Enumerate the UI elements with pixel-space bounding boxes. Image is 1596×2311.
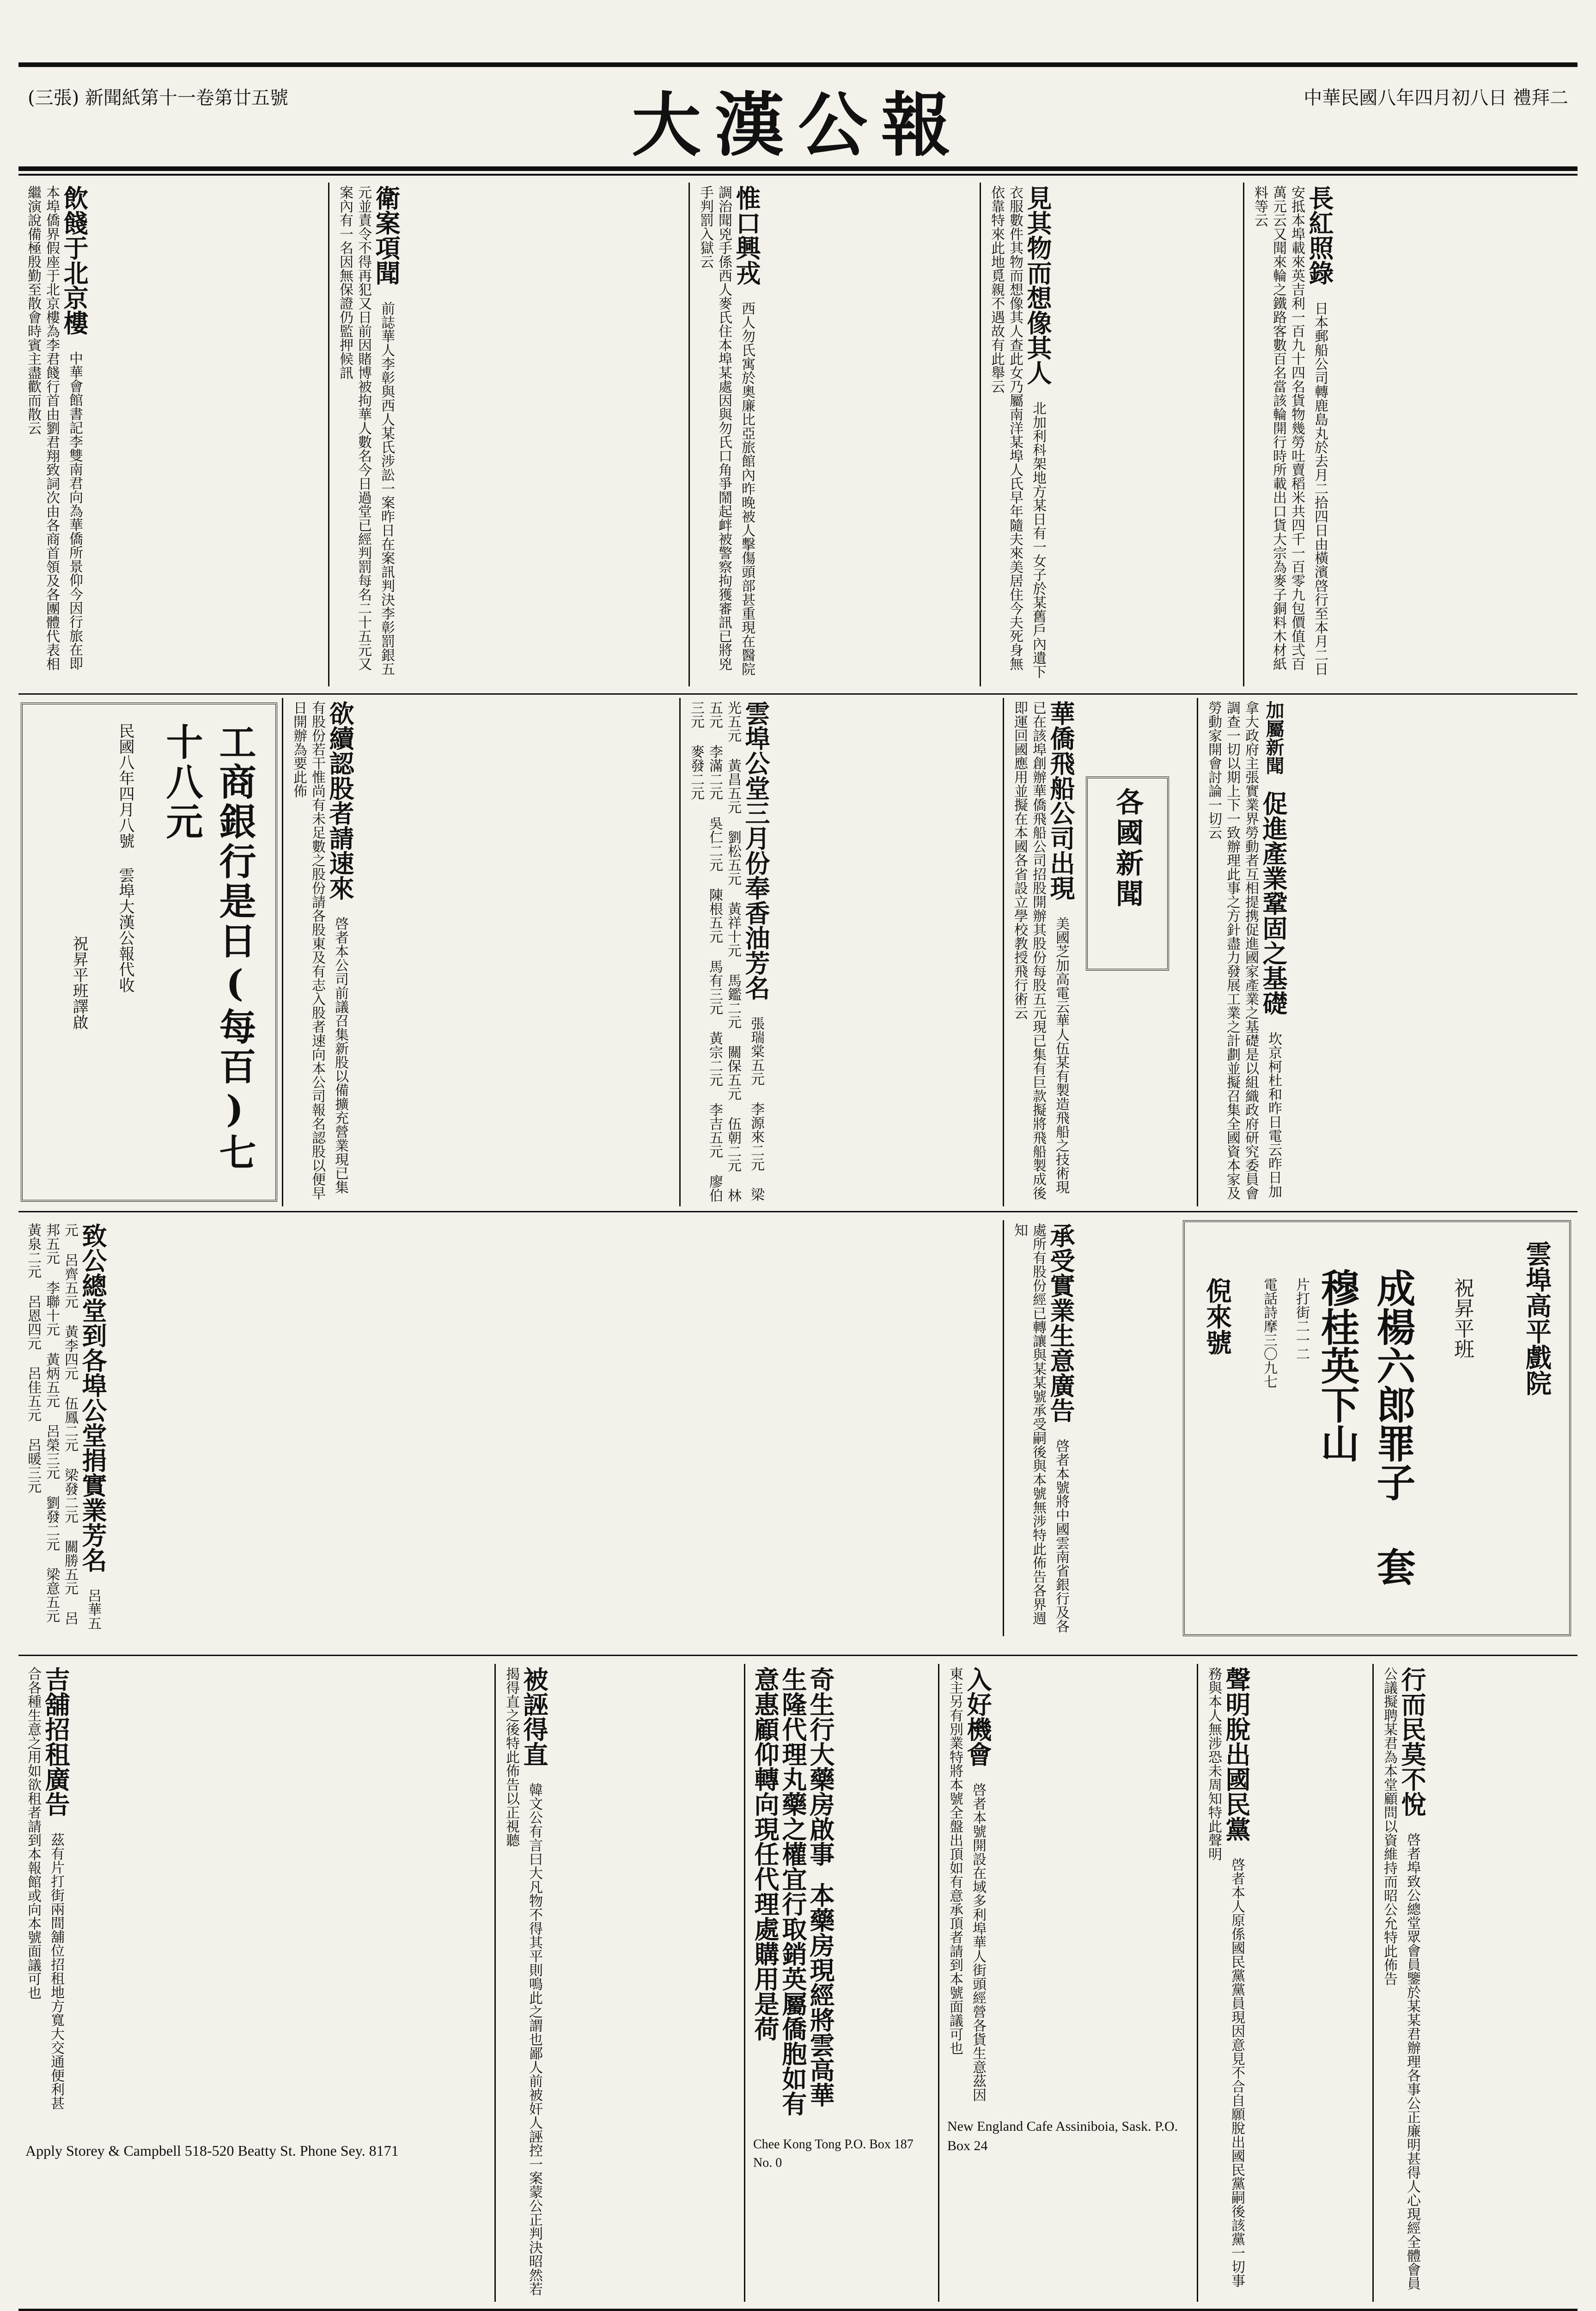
foreign-news-box [1086, 776, 1169, 971]
body-to-correct: 韓文公有言曰大凡物不得其平則鳴此之謂也鄙人前被奸人誣控一案蒙公正判決昭然若揭得直之後特此佈告以正視聽 [503, 1667, 542, 2296]
headline-no-joy: 行而民莫不悅 [1397, 1667, 1427, 1816]
po-box: Chee Kong Tong P.O. Box 187 No. 0 [753, 2137, 914, 2170]
body-oil-tribute: 張瑞棠五元 李源來二元 梁光五元 黃昌五元 劉松五元 黃祥十元 馬鑑二元 關保五元 伍朝二元 林五元 李滿二元 吳仁二元 陳根五元 馬有三元 黃宗二元 李吉五元 廖伯三元 麥發二元 [688, 701, 764, 1202]
story-long-red [1248, 183, 1571, 686]
body-like-man: 北加利科架地方某日有一女子於某舊戶內遺下衣服數件其物而想像其人查此女乃屬南洋某埠人氏早年隨夫來美居住今夫死身無依靠特來此地覓親不遇故有此舉云 [988, 185, 1046, 679]
cafe-address: New England Cafe Assiniboia, Sask. P.O. Box 24 [947, 2119, 1178, 2153]
headline-total-hall: 致公總堂到各埠公堂捐實業芳名 [78, 1223, 108, 1572]
body-rent: 茲有片打街兩間舖位招租地方寬大交通便利甚合各種生意之用如欲租者請到本報館或向本號面議可也 [25, 1667, 64, 2110]
col-divider [980, 183, 981, 686]
headline-new-pharmacy: 奇生行大藥房啟事 [806, 1667, 835, 1866]
headline-like-man: 見其物而想像其人 [1023, 185, 1053, 385]
bottom-rule [18, 2309, 1578, 2311]
headline-industry: 促進產業鞏固之基礎 [1259, 791, 1288, 1015]
col-divider [1197, 1664, 1198, 2302]
story-rent [21, 1664, 487, 2302]
story-oil-tribute [684, 698, 998, 1206]
story-industry [1201, 698, 1571, 1206]
col-divider [744, 1664, 745, 2302]
theatre-title: 雲埠高平戲院 [1522, 1241, 1552, 1396]
theatre-play: 成楊六郎罪子 套穆桂英下山 [1315, 1268, 1416, 1586]
body-commerce: 啓者本號將中國雲南省銀行及各處所有股份經已轉讓與某某號承受嗣後與本號無涉特此佈告各界週知 [1011, 1223, 1069, 1633]
theatre-box [1183, 1220, 1571, 1636]
rent-contact: Apply Storey & Campbell 518-520 Beatty St. Phone Sey. 8171 [25, 2142, 399, 2159]
theatre-troupe: 祝昇平班 [1450, 1278, 1474, 1359]
body-flying: 美國芝加高電云華人伍某有製造飛船之技術現已在該埠創辦華僑飛船公司招股開辦其股份每股五元現已集有巨款擬將飛船製成後即運回國應用並擬在本國各省設立學校教授飛行術云 [1011, 701, 1069, 1200]
story-beijing [21, 183, 323, 686]
theatre-phone: 電話詩摩三〇九七 [1261, 1278, 1277, 1388]
headline-oil-tribute: 雲埠公堂三月份奉香油芳名 [741, 701, 771, 1000]
section-rule [18, 693, 1578, 695]
col-divider [1372, 1664, 1374, 2302]
headline-to-correct: 被誣得直 [519, 1667, 549, 1767]
col-divider [1003, 698, 1004, 1206]
bank-note: 祝昇平班譯啟 [70, 935, 88, 1030]
col-divider [1197, 698, 1198, 1206]
headline-commerce: 承受實業生意廣告 [1046, 1223, 1076, 1423]
body-industry: 坎京柯杜和昨日電云昨日加拿大政府主張實業界勞動者互相提携促進國家產業之基礎是以組織政府研究委員會調查一切以期上下一致辦理此事之方針盡力發展工業之計劃並擬召集全國資本家及勞動家開會討論一切云 [1206, 701, 1282, 1200]
story-commerce [1007, 1220, 1174, 1636]
body-long-red: 日本郵船公司轉鹿島丸於去月二拾四日由橫濱啓行至本月二日安抵本埠載來英吉利一百九十四名貨物幾勞吐賣稻米共四千一百零九包價值弍百萬元云又聞來輪之鐵路客數百名當該輪開行時所載出口貨大宗為麥子銅料木材紙料等云 [1252, 185, 1328, 676]
headline-long-red: 長紅照錄 [1305, 185, 1334, 285]
bank-date: 民國八年四月八號 雲埠大漢公報代收 [116, 723, 134, 993]
col-divider [1003, 1220, 1004, 1636]
headline-beijing: 飲餞于北京樓 [60, 185, 89, 335]
headline-declare: 聲明脫出國民黨 [1222, 1667, 1251, 1841]
body-beijing: 中華會館書記李雙南君向為華僑所景仰今因行旅在即本埠僑界假座于北京樓為李君餞行首由劉君翔致詞次由各商首領及各團體代表相繼演說備極殷勤至散會時賓主盡歡而散云 [25, 185, 83, 671]
story-declare [1201, 1664, 1368, 2302]
story-share-call [286, 698, 675, 1206]
col-divider [688, 183, 690, 686]
body-no-joy: 啓者埠致公總堂眾會員鑒於某某君辦理各事公正廉明甚得人心現經全體會員公議擬聘某君為本堂顧問以資維持而昭公允特此佈告 [1381, 1667, 1420, 2290]
newspaper-title: 大漢公報 [631, 85, 965, 166]
top-rule [18, 62, 1578, 67]
headline-rent: 吉舖招租廣告 [41, 1667, 71, 1816]
body-total-hall: 呂華五元 呂齊五元 黃李四元 伍鳳二元 梁發二元 關勝五元 呂邦五元 李聯十元 黃炳五元 呂榮三元 劉發二元 梁意五元 黃泉二元 呂恩四元 呂佳五元 呂暖三元 [25, 1223, 101, 1630]
body-wei-kou: 西人勿氏寓於奧廉比亞旅館內昨晚被人擊傷頭部甚重現在醫院調治聞兇手係西人麥氏住本埠某處因與勿氏口角爭鬧起衅被警察拘獲審訊已將兇手判罰入獄云 [697, 185, 755, 676]
headline-wei-kou: 惟口興戎 [732, 185, 761, 285]
col-divider [494, 1664, 496, 2302]
section-rule [18, 1211, 1578, 1212]
story-no-joy [1377, 1664, 1571, 2302]
story-court [333, 183, 684, 686]
issue-info: (三張) 新聞紙第十一卷第廿五號 [28, 87, 288, 109]
theatre-address: 片打街二一二 [1293, 1278, 1310, 1361]
headline-good-chance: 入好機會 [963, 1667, 993, 1767]
masthead-rule-thin [18, 174, 1578, 176]
headline-share-call: 欲續認股者請速來 [325, 701, 355, 900]
story-wei-kou [693, 183, 975, 686]
headline-pharmacy: 本藥房現經將雲高華生隆代理丸藥之權宜行取銷英屬僑胞如有意惠顧仰轉向現任代理處購用是荷 [750, 1667, 835, 2116]
col-divider [282, 698, 283, 1206]
story-total-hall [21, 1220, 996, 1636]
headline-flying: 華僑飛船公司出現 [1046, 701, 1076, 900]
col-divider [328, 183, 329, 686]
story-like-man [984, 183, 1238, 686]
theatre-manager: 倪來號 [1202, 1278, 1232, 1355]
masthead-rule [18, 166, 1578, 171]
body-good-chance: 啓者本號開設在域多利埠華人街頭經營各貨生意茲因東主另有別業特將本號全盤出頂如有意承頂者請到本號面議可也 [947, 1667, 986, 2102]
story-pharmacy [749, 1664, 933, 2302]
headline-news: 加屬新聞 [1263, 701, 1285, 775]
col-divider [679, 698, 681, 1206]
date-line: 中華民國八年四月初八日 禮拜二 [1304, 87, 1568, 109]
body-share-call: 啓者本公司前議召集新股以備擴充營業現已集有股份若干惟尚有未足數之股份請各股東及有志入股者速向本公司報名認股以便早日開辦為要此佈 [291, 701, 348, 1200]
story-good-chance [943, 1664, 1192, 2302]
masthead [18, 69, 1578, 166]
headline-court: 衛案項聞 [372, 185, 401, 285]
section-rule [18, 1655, 1578, 1656]
story-to-correct [499, 1664, 735, 2302]
bank-rate-text: 工商銀行是日(每百)七十八元 [160, 723, 256, 1173]
body-court: 前誌華人李彰與西人某氏涉訟一案昨日在案訊判決李彰罰銀五元並責令不得再犯又日前因賭博被拘華人數名今日過堂已經判罰每名二十五元又案內有一名因無保證仍監押候訊 [337, 185, 395, 676]
col-divider [1243, 183, 1244, 686]
foreign-news-label: 各國新聞 [1111, 788, 1144, 910]
bank-box [21, 703, 277, 1202]
col-divider [938, 1664, 939, 2302]
body-declare: 啓者本人原係國民黨黨員現因意見不合自願脫出國民黨嗣後該黨一切事務與本人無涉恐未周知特此聲明 [1206, 1667, 1245, 2287]
